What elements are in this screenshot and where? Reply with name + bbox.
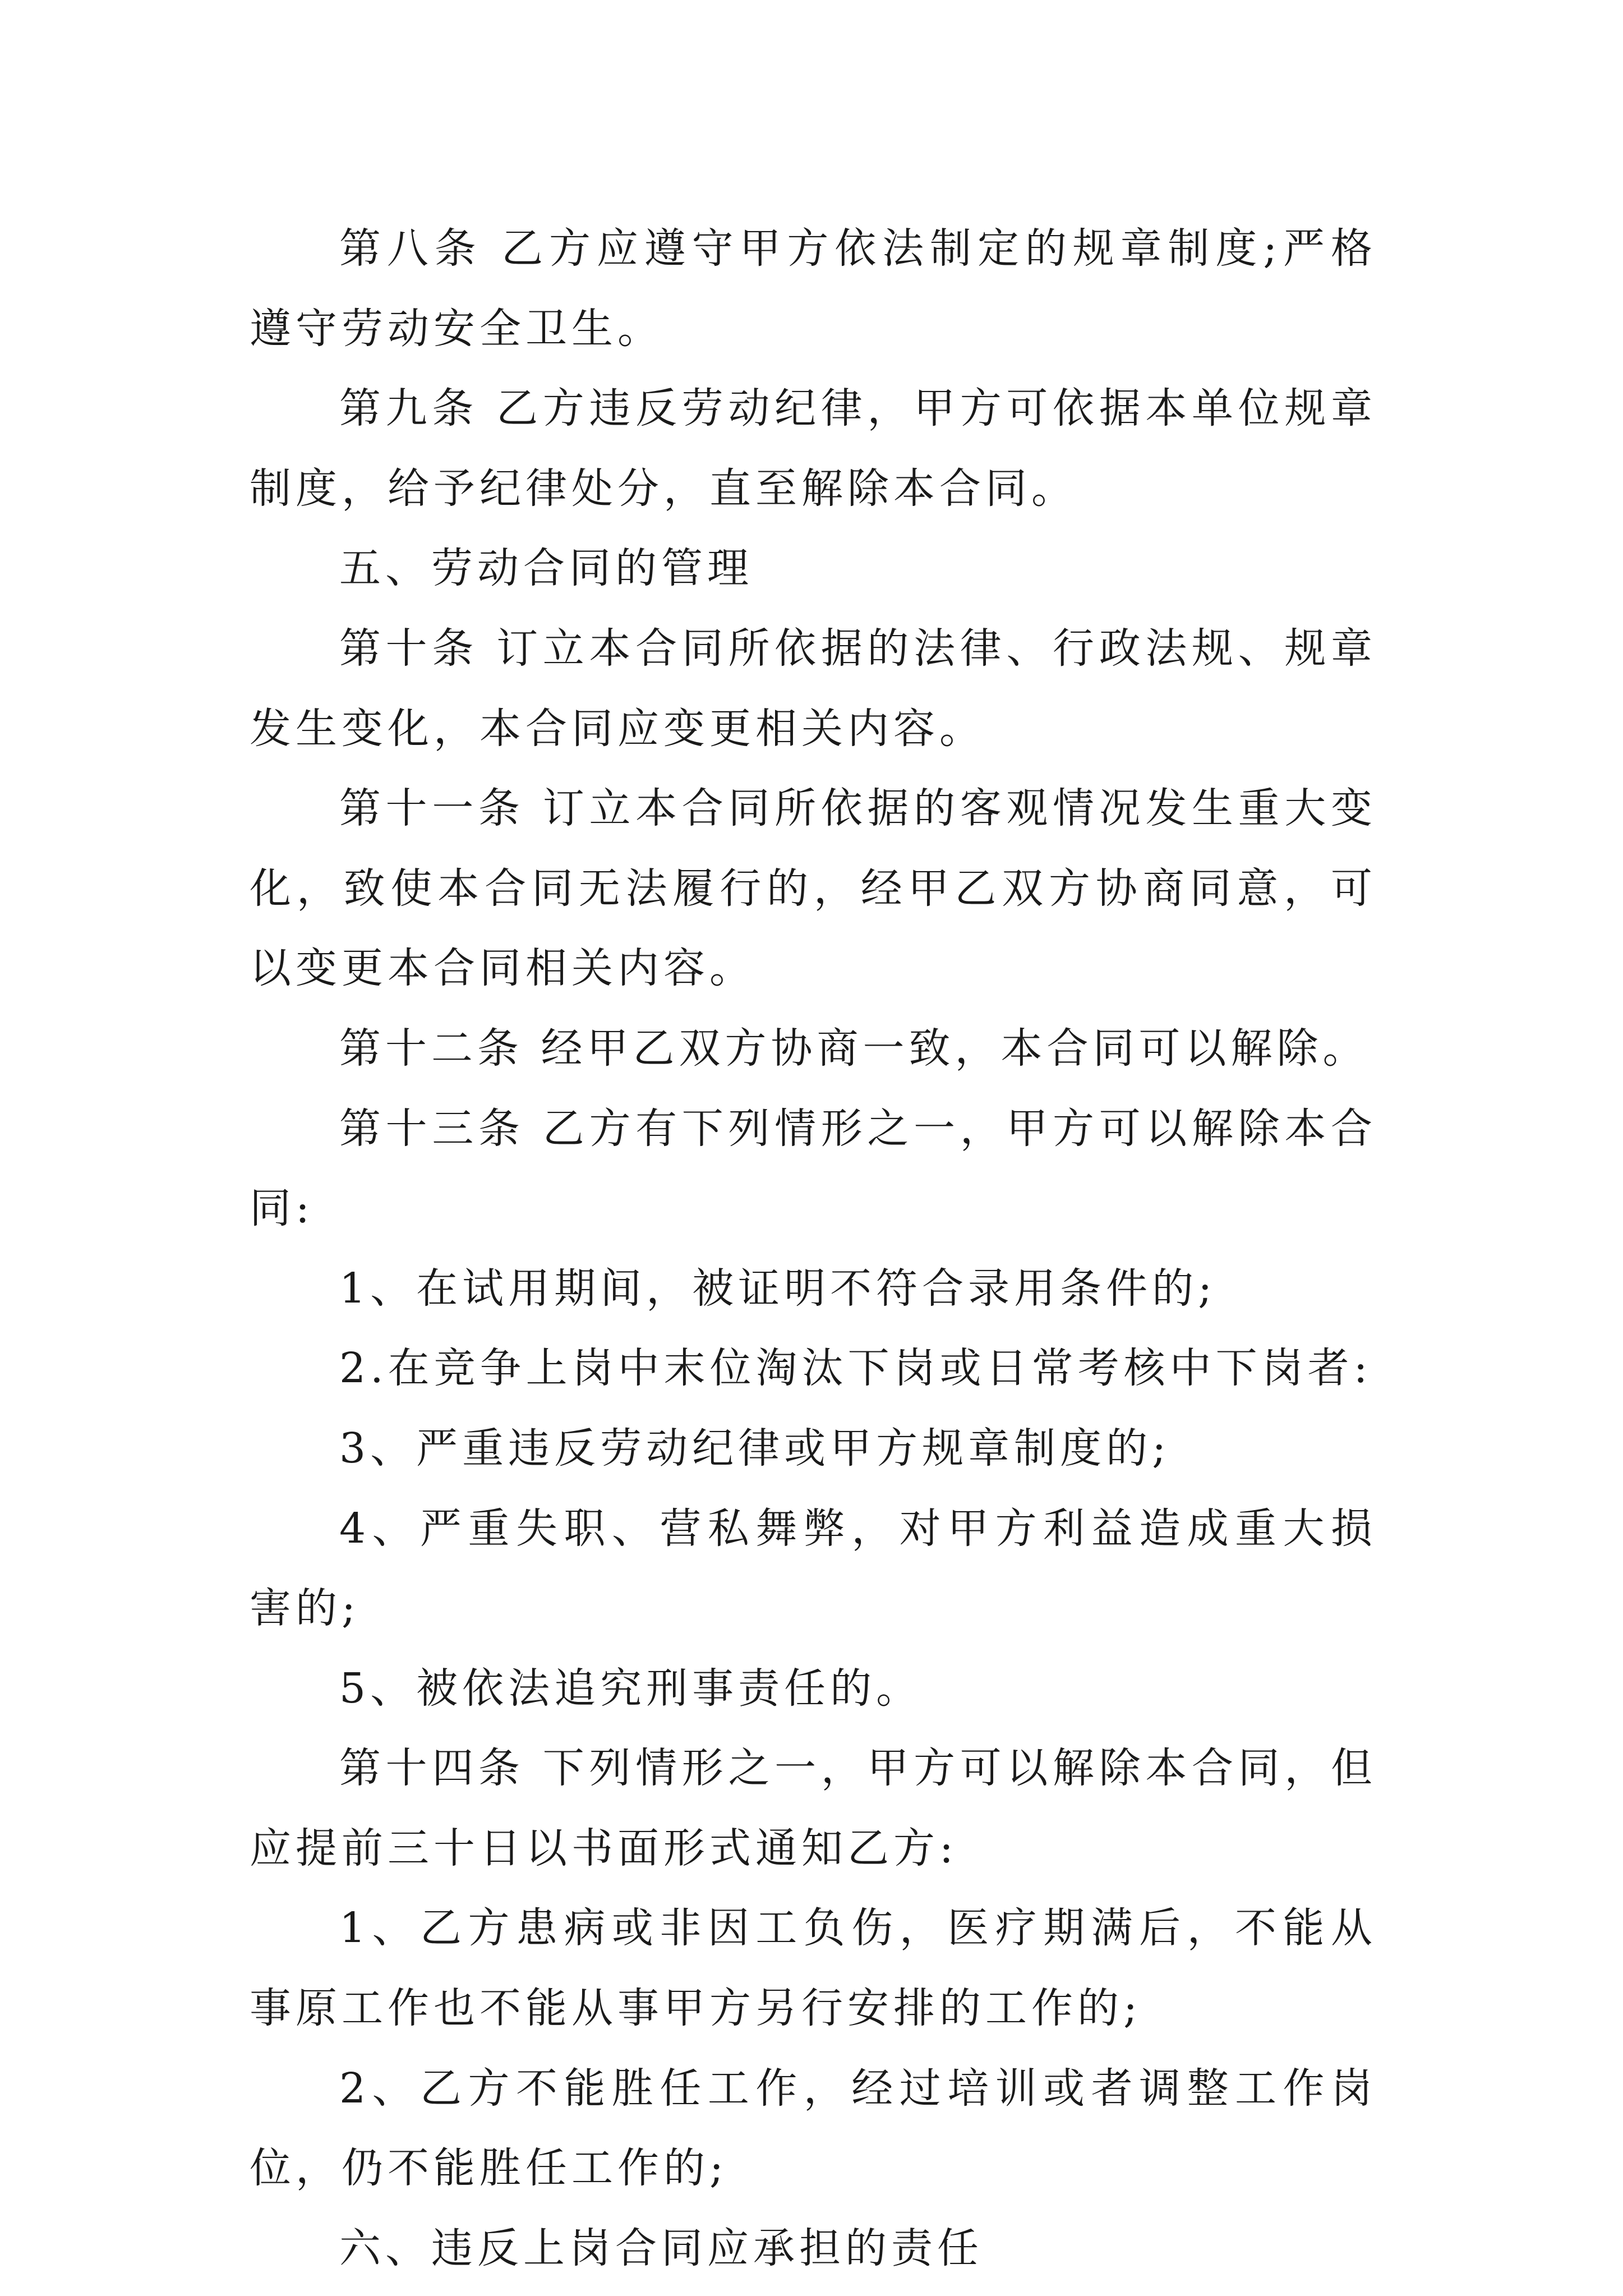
paragraph-article-8: 第八条 乙方应遵守甲方依法制定的规章制度;严格遵守劳动安全卫生。 [250, 224, 1377, 353]
list-item: 1、在试用期间，被证明不符合录用条件的; [339, 1264, 1217, 1313]
paragraph-article-10: 第十条 订立本合同所依据的法律、行政法规、规章发生变化，本合同应变更相关内容。 [250, 624, 1377, 753]
paragraph-article-12: 第十二条 经甲乙双方协商一致，本合同可以解除。 [339, 1024, 1369, 1073]
paragraph-article-9: 第九条 乙方违反劳动纪律，甲方可依据本单位规章制度，给予纪律处分，直至解除本合同。 [250, 384, 1377, 513]
list-item: 3、严重违反劳动纪律或甲方规章制度的; [339, 1424, 1171, 1473]
list-item: 2.在竞争上岗中末位淘汰下岗或日常考核中下岗者: [339, 1344, 1372, 1393]
list-item: 2、乙方不能胜任工作，经过培训或者调整工作岗位，仍不能胜任工作的; [250, 2064, 1377, 2193]
section-heading-5: 五、劳动合同的管理 [339, 544, 753, 593]
paragraph-article-13: 第十三条 乙方有下列情形之一，甲方可以解除本合同: [250, 1104, 1377, 1233]
section-heading-6: 六、违反上岗合同应承担的责任 [339, 2224, 983, 2272]
list-item: 1、乙方患病或非因工负伤，医疗期满后，不能从事原工作也不能从事甲方另行安排的工作的; [250, 1904, 1377, 2033]
list-item: 4、严重失职、营私舞弊，对甲方利益造成重大损害的; [250, 1504, 1377, 1633]
paragraph-article-11: 第十一条 订立本合同所依据的客观情况发生重大变化，致使本合同无法履行的，经甲乙双方协商同意，可以变更本合同相关内容。 [250, 784, 1377, 993]
document-body [250, 209, 1377, 2288]
list-item: 5、被依法追究刑事责任的。 [339, 1664, 923, 1713]
paragraph-article-14: 第十四条 下列情形之一，甲方可以解除本合同，但应提前三十日以书面形式通知乙方: [250, 1744, 1377, 1872]
